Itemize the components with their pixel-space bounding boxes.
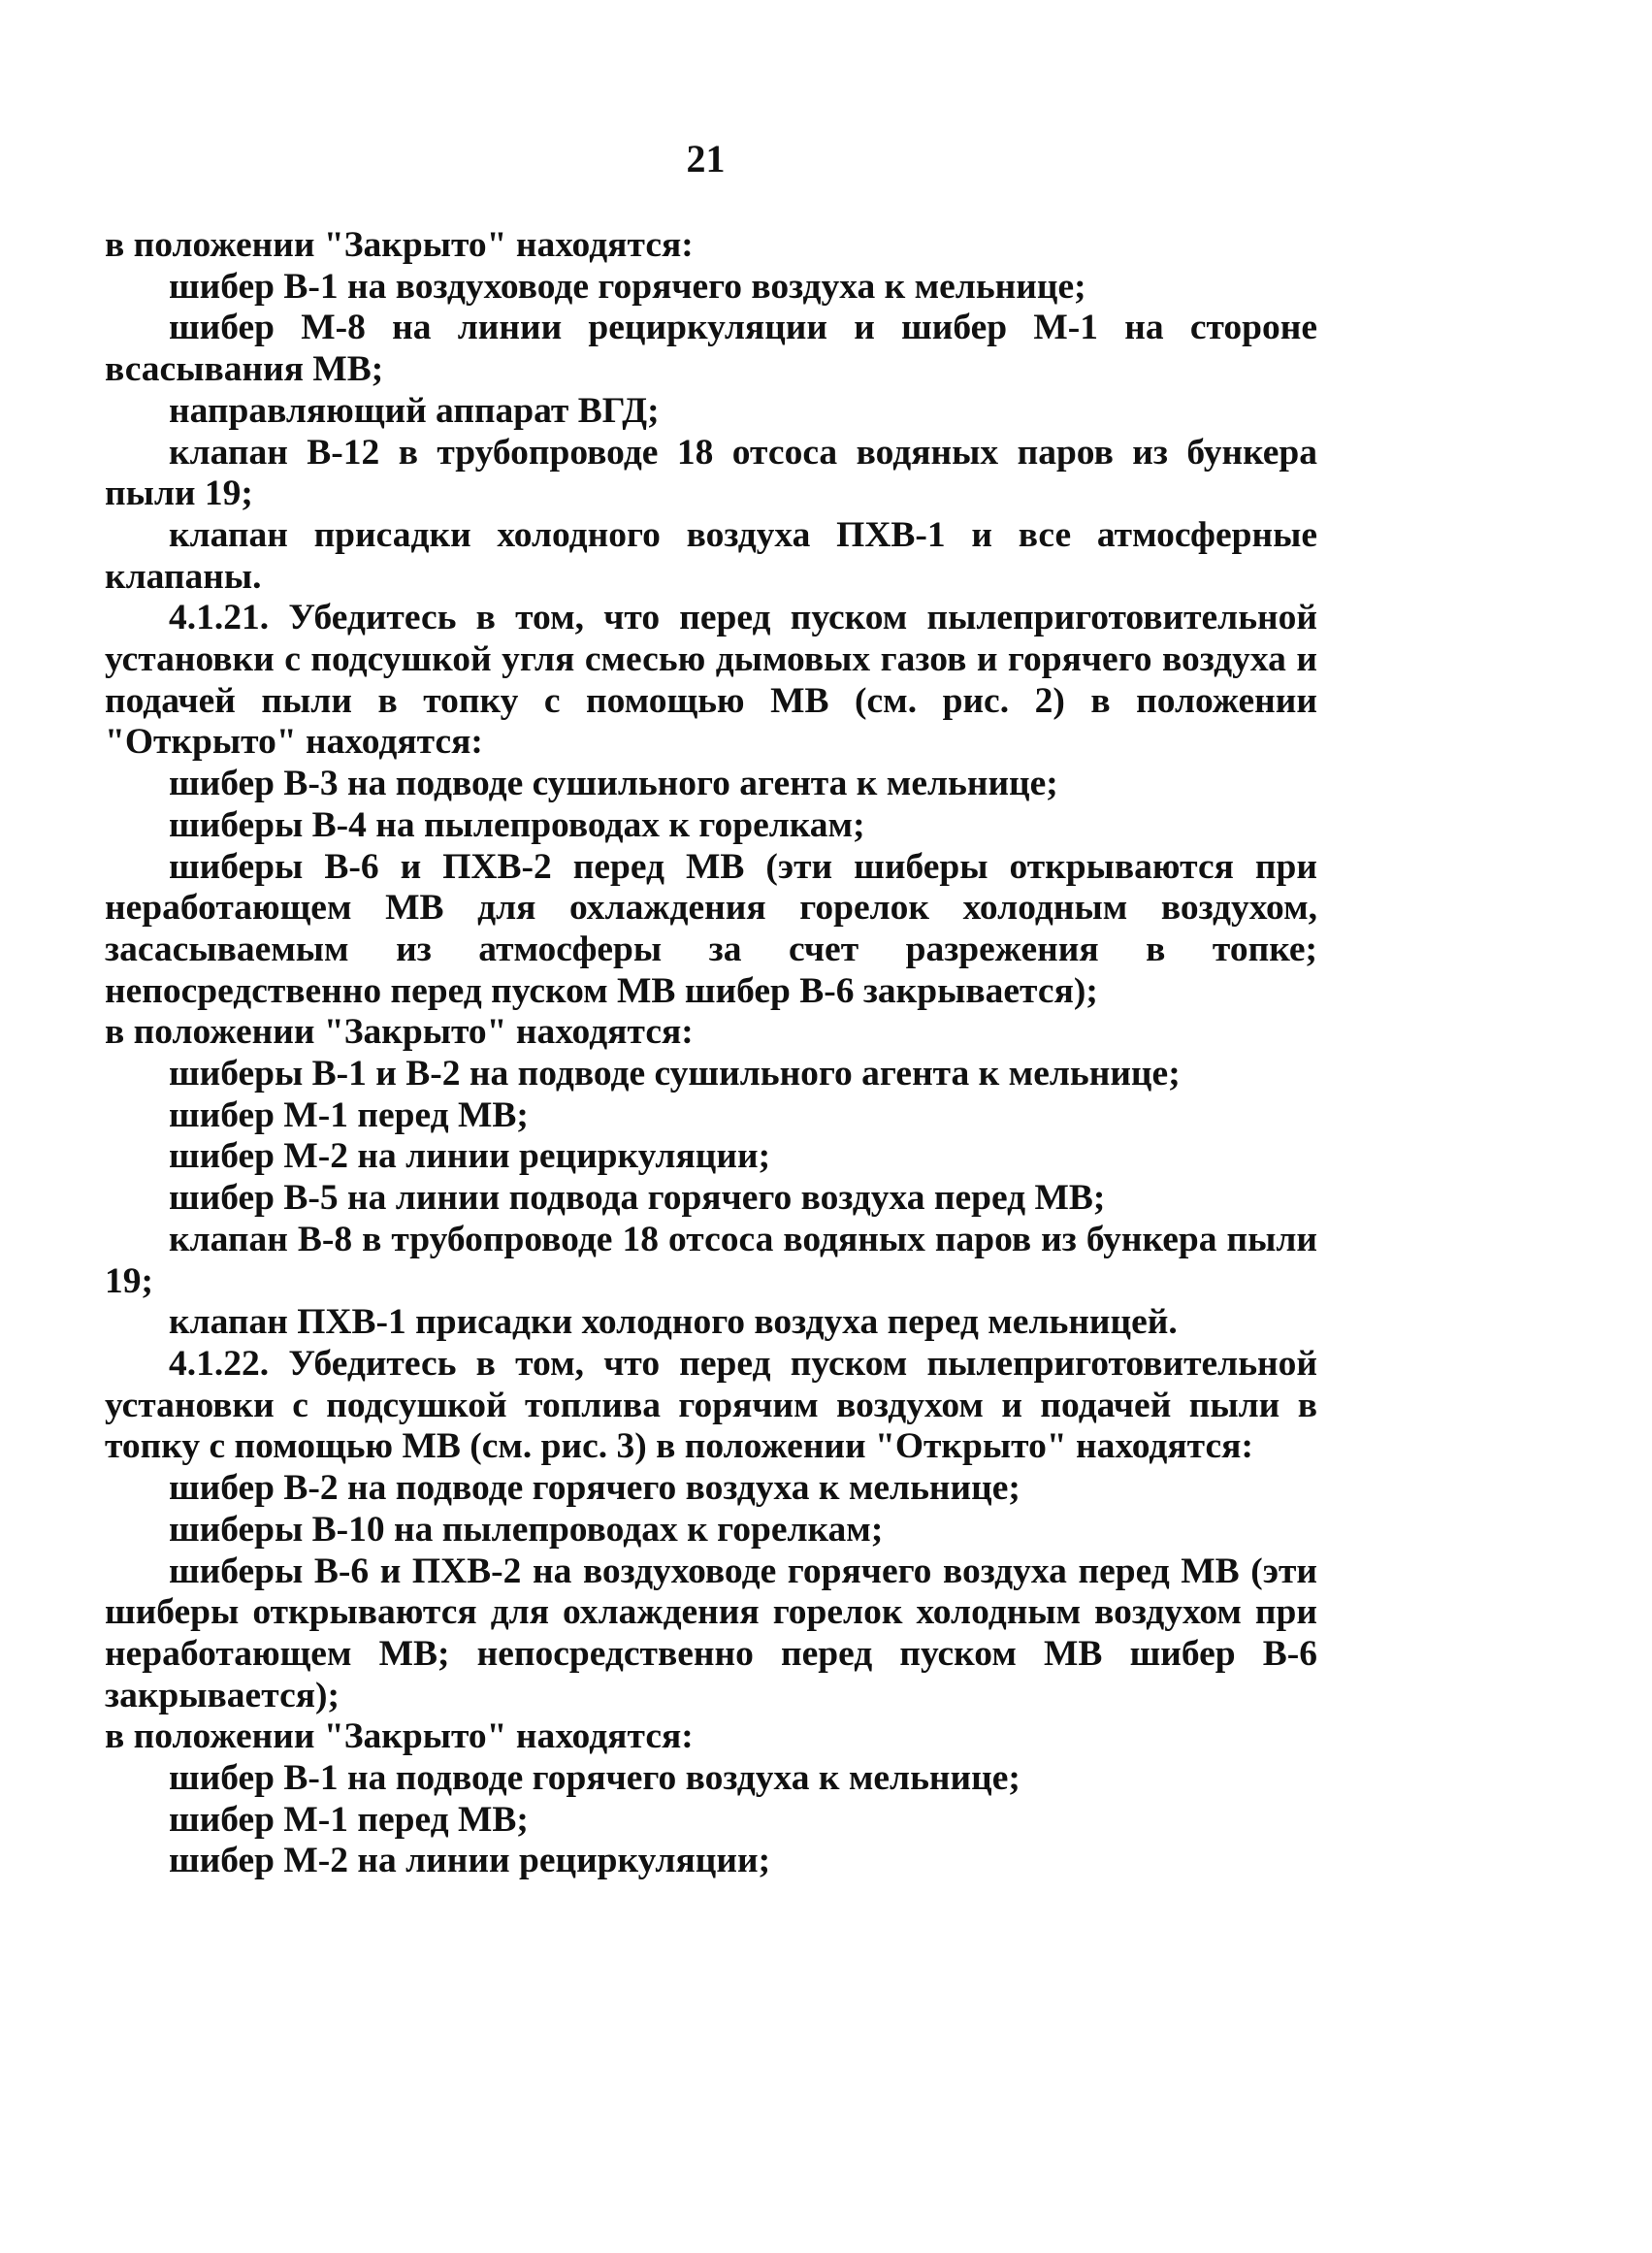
paragraph: шибер В-3 на подводе сушильного агента к мельнице; [169,764,1058,804]
paragraph: шибер В-2 на подводе горячего воздуха к мельнице; [169,1468,1020,1509]
page-number: 21 [686,137,726,180]
paragraph: клапан В-8 в трубопроводе 18 отсоса водяных паров из бункера пыли 19; [105,1219,1317,1301]
section-paragraph-4-1-22: 4.1.22. Убедитесь в том, что перед пуском пылеприготовительной установки с подсушкой топлива горячим воздухом и подачей пыли в топку с помощью МВ (см. рис. 3) в положении "Открыто" находятся: [105,1343,1317,1467]
paragraph: шиберы В-1 и В-2 на подводе сушильного агента к мельнице; [169,1054,1181,1094]
paragraph: клапан ПХВ-1 присадки холодного воздуха перед мельницей. [169,1302,1178,1343]
paragraph: шибер М-8 на линии рециркуляции и шибер М-1 на стороне всасывания МВ; [105,308,1317,390]
paragraph: в положении "Закрыто" находятся: [105,225,694,265]
paragraph: клапан В-12 в трубопроводе 18 отсоса водяных паров из бункера пыли 19; [105,432,1317,514]
paragraph: клапан присадки холодного воздуха ПХВ-1 и все атмосферные клапаны. [105,514,1317,597]
paragraph: шибер М-1 перед МВ; [169,1799,529,1840]
paragraph: шибер В-1 на подводе горячего воздуха к мельнице; [169,1758,1020,1799]
paragraph: направляющий аппарат ВГД; [169,390,660,431]
section-paragraph-4-1-21: 4.1.21. Убедитесь в том, что перед пуском пылеприготовительной установки с подсушкой угля смесью дымовых газов и горячего воздуха и подачей пыли в топку с помощью МВ (см. рис. 2) в положении "Открыто" находятся: [105,598,1317,763]
paragraph: шиберы В-10 на пылепроводах к горелкам; [169,1509,884,1550]
body-text [105,225,1317,1882]
paragraph: шиберы В-6 и ПХВ-2 на воздуховоде горячего воздуха перед МВ (эти шиберы открываются для охлаждения горелок холодным воздухом при неработающем МВ; непосредственно перед пуском МВ шибер В-6 закрывается); [105,1551,1317,1715]
paragraph: шибер М-2 на линии рециркуляции; [169,1841,771,1881]
paragraph: шиберы В-6 и ПХВ-2 перед МВ (эти шиберы открываются при неработающем МВ для охлаждения горелок холодным воздухом, засасываемым из атмосферы за счет разрежения в топке; непосредственно перед пуском МВ шибер В-6 закрывается); [105,846,1317,1011]
paragraph: шиберы В-4 на пылепроводах к горелкам; [169,804,865,845]
paragraph: шибер В-5 на линии подвода горячего воздуха перед МВ; [169,1178,1106,1219]
paragraph: в положении "Закрыто" находятся: [105,1012,694,1053]
paragraph: шибер М-1 перед МВ; [169,1094,529,1135]
paragraph: в положении "Закрыто" находятся: [105,1716,694,1757]
paragraph: шибер М-2 на линии рециркуляции; [169,1136,771,1177]
paragraph: шибер В-1 на воздуховоде горячего воздуха к мельнице; [169,266,1086,307]
